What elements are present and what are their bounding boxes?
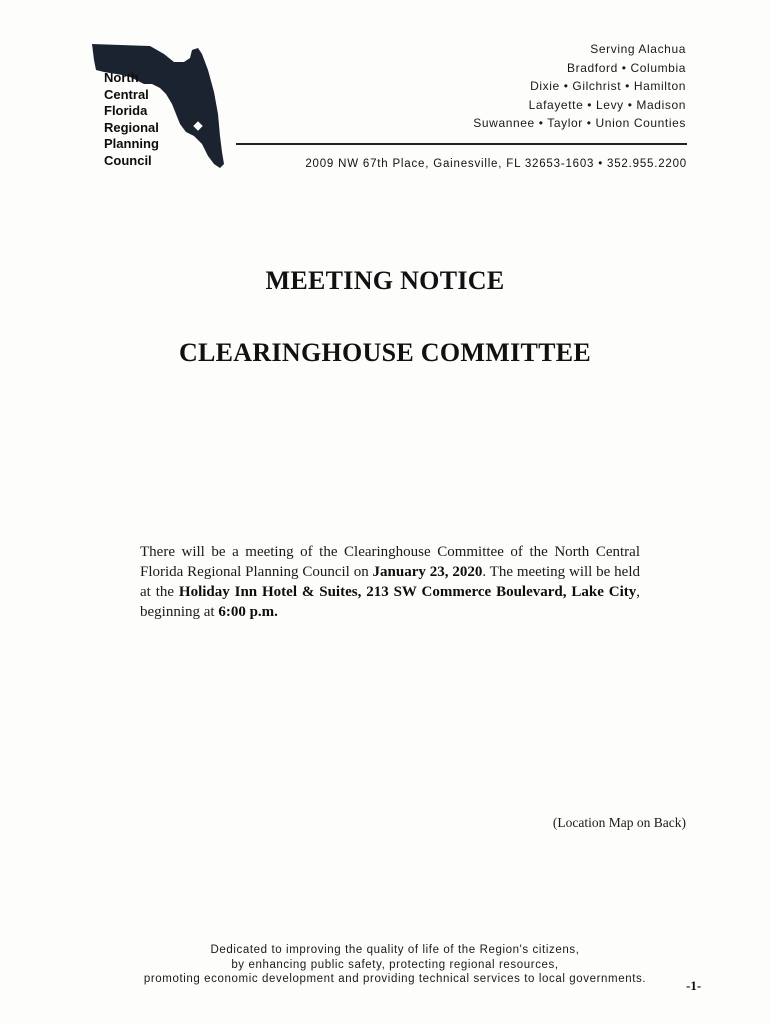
- meeting-date: January 23, 2020: [372, 564, 483, 580]
- header-divider: [236, 143, 687, 145]
- page-number: -1-: [686, 978, 702, 993]
- paragraph-text: . The meeting will be held at the: [140, 564, 641, 600]
- org-name-line: Central: [104, 86, 149, 102]
- notice-title: MEETING NOTICE: [265, 266, 505, 295]
- counties-line: Serving Alachua: [590, 42, 686, 56]
- counties-line: Suwannee • Taylor • Union Counties: [473, 116, 686, 130]
- paragraph-text: , beginning at: [140, 584, 640, 620]
- meeting-paragraph: [140, 542, 640, 622]
- mission-line: promoting economic development and providing technical services to local governments.: [143, 973, 647, 985]
- organization-name: [104, 70, 159, 169]
- mission-statement: [100, 943, 690, 987]
- mission-line: by enhancing public safety, protecting regional resources,: [231, 958, 559, 971]
- council-logo: [90, 40, 230, 180]
- counties-line: Bradford • Columbia: [567, 60, 686, 75]
- org-name-line: Planning: [104, 136, 159, 151]
- counties-line: Lafayette • Levy • Madison: [528, 97, 686, 112]
- mission-line: Dedicated to improving the quality of life of the Region's citizens,: [210, 944, 580, 956]
- org-name-line: North: [104, 70, 139, 85]
- council-address: 2009 NW 67th Place, Gainesville, FL 32653-1603 • 352.955.2200: [305, 158, 687, 170]
- org-name-line: Florida: [104, 103, 148, 118]
- meeting-location: Holiday Inn Hotel & Suites, 213 SW Commerce Boulevard, Lake City: [178, 584, 637, 600]
- meeting-time: 6:00 p.m.: [218, 604, 278, 620]
- paragraph-text: There will be a meeting of the Clearinghouse Committee of the North Central Florida Regional Planning Council on: [140, 544, 640, 580]
- org-name-line: Regional: [104, 119, 159, 135]
- counties-served: [473, 40, 686, 133]
- committee-title: CLEARINGHOUSE COMMITTEE: [178, 338, 592, 367]
- org-name-line: Council: [104, 152, 152, 168]
- counties-line: Dixie • Gilchrist • Hamilton: [530, 79, 686, 93]
- location-map-note: (Location Map on Back): [552, 815, 686, 830]
